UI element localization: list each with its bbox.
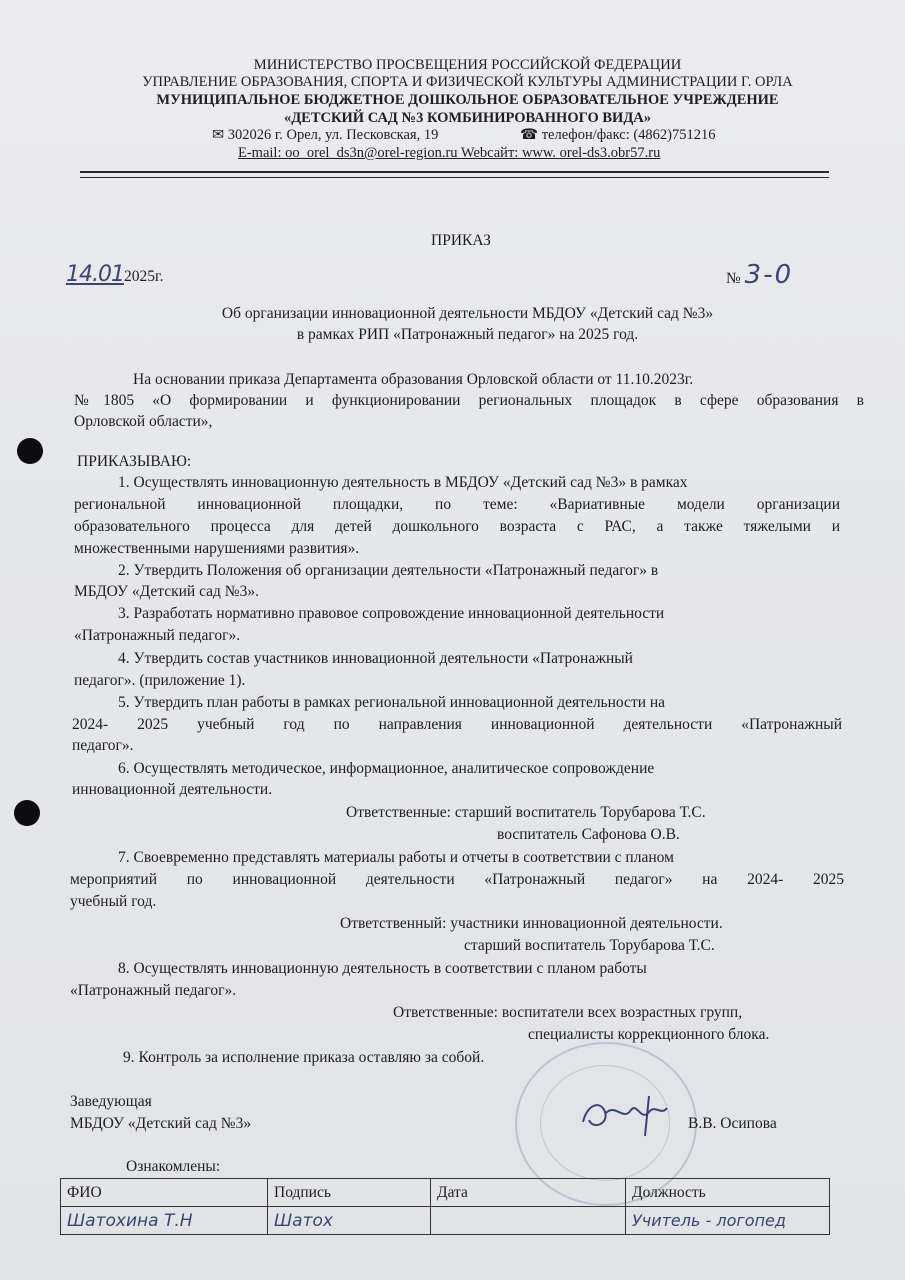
column-header-fio: ФИО [61,1179,268,1207]
header-rule-thin [80,177,829,178]
item-6-line-1: 6. Осуществлять методическое, информационное, аналитическое сопровождение [118,760,655,777]
item-7-responsible-1: Ответственный: участники инновационной деятельности. [340,915,723,932]
binder-hole-top [17,438,43,464]
date-handwritten: 14.01 [66,262,124,287]
subject-line-1: Об организации инновационной деятельности МБДОУ «Детский сад №3» [221,305,714,322]
binder-hole-bottom [14,800,40,826]
item-7-line-3: учебный год. [70,893,157,910]
item-1-line-3: образовательного процесса для детей дошкольного возраста с РАС, а также тяжелыми и [74,518,840,535]
item-5-line-2: 2024- 2025 учебный год по направления инновационной деятельности «Патронажный [72,716,842,733]
column-header-position: Должность [626,1179,830,1207]
item-5-line-3: педагог». [72,737,134,754]
email-link[interactable]: oo_orel_ds3n@orel-region.ru [285,145,458,161]
item-1-line-2: региональной инновационной площадки, по теме: «Вариативные модели организации [74,496,840,513]
item-3-line-2: «Патронажный педагог». [74,627,241,644]
header-rule-thick [80,171,829,173]
email-label: E-mail: [238,145,282,161]
subject-line-2: в рамках РИП «Патронажный педагог» на 2025 год. [296,326,639,343]
basis-line-1: На основании приказа Департамента образования Орловской области от 11.10.2023г. [133,371,694,388]
web-label: Webсайт: [460,145,519,161]
address-line [212,127,438,144]
handwritten-signature [575,1092,685,1138]
signer-position-2: МБДОУ «Детский сад №3» [70,1115,252,1132]
envelope-icon: ✉ [212,127,225,143]
acquaintance-table [60,1178,830,1235]
decree-heading: ПРИКАЗЫВАЮ: [77,453,192,470]
item-1-line-4: множественными нарушениями развития». [74,540,360,557]
phone-text: телефон/факс: (4862)751216 [541,127,716,143]
item-7-responsible-2: старший воспитатель Торубарова Т.С. [464,937,715,954]
column-header-date: Дата [431,1179,626,1207]
item-2-line-2: МБДОУ «Детский сад №3». [74,583,259,600]
item-8-responsible-1: Ответственные: воспитатели всех возрастных групп, [393,1004,743,1021]
cell-fio: Шатохина Т.Н [61,1207,268,1235]
item-6-responsible-2: воспитатель Сафонова О.В. [497,826,680,843]
item-1-line-1: 1. Осуществлять инновационную деятельность в МБДОУ «Детский сад №3» в рамках [118,474,688,491]
item-6-responsible-1: Ответственные: старший воспитатель Торубарова Т.С. [346,804,706,821]
column-header-signature: Подпись [268,1179,431,1207]
web-link[interactable]: www. orel-ds3.obr57.ru [521,145,661,161]
date-year: 2025г. [123,268,164,285]
item-3-line-1: 3. Разработать нормативно правовое сопровождение инновационной деятельности [118,605,665,622]
item-8-line-2: «Патронажный педагог». [70,982,237,999]
item-7-line-1: 7. Своевременно представлять материалы работы и отчеты в соответствии с планом [118,849,674,866]
item-2-line-1: 2. Утвердить Положения об организации деятельности «Патронажный педагог» в [118,562,659,579]
item-4-line-2: педагог». (приложение 1). [74,672,246,689]
document-title: ПРИКАЗ [431,232,491,249]
basis-line-2: №1805 «О формировании и функционировании региональных площадок в сфере образования в [74,392,864,409]
institution-line: МУНИЦИПАЛЬНОЕ БЮДЖЕТНОЕ ДОШКОЛЬНОЕ ОБРАЗОВАТЕЛЬНОЕ УЧРЕЖДЕНИЕ [156,92,779,108]
number-label: № [726,270,741,287]
cell-date [431,1207,626,1235]
order-number [726,260,793,290]
department-line: УПРАВЛЕНИЕ ОБРАЗОВАНИЯ, СПОРТА И ФИЗИЧЕСКОЙ КУЛЬТУРЫ АДМИНИСТРАЦИИ Г. ОРЛА [142,74,793,90]
acquainted-label: Ознакомлены: [126,1158,221,1175]
address-text: 302026 г. Орел, ул. Песковская, 19 [227,127,439,143]
item-8-responsible-2: специалисты коррекционного блока. [528,1026,770,1043]
order-date [66,262,163,287]
table-row [61,1207,830,1235]
cell-signature: Шатох [268,1207,431,1235]
decree-item-9: 9. Контроль за исполнение приказа оставляю за собой. [123,1049,485,1066]
contacts-line [238,145,660,162]
item-4-line-1: 4. Утвердить состав участников инновационной деятельности «Патронажный [118,650,633,667]
item-7-line-2: мероприятий по инновационной деятельности «Патронажный педагог» на 2024- 2025 [70,871,844,888]
signer-name: В.В. Осипова [688,1115,777,1132]
item-8-line-1: 8. Осуществлять инновационную деятельность в соответствии с планом работы [118,960,647,977]
institution-name: «ДЕТСКИЙ САД №3 КОМБИНИРОВАННОГО ВИДА» [283,110,652,126]
phone-icon: ☎ [520,127,539,143]
signer-position-1: Заведующая [70,1093,152,1110]
item-5-line-1: 5. Утвердить план работы в рамках региональной инновационной деятельности на [118,694,666,711]
item-6-line-2: инновационной деятельности. [72,781,273,798]
basis-line-3: Орловской области», [74,413,213,430]
ministry-line: МИНИСТЕРСТВО ПРОСВЕЩЕНИЯ РОССИЙСКОЙ ФЕДЕРАЦИИ [253,57,682,73]
number-handwritten: 3-0 [744,260,794,290]
table-header-row [61,1179,830,1207]
phone-line [520,127,716,144]
cell-position: Учитель - логопед [626,1207,830,1235]
